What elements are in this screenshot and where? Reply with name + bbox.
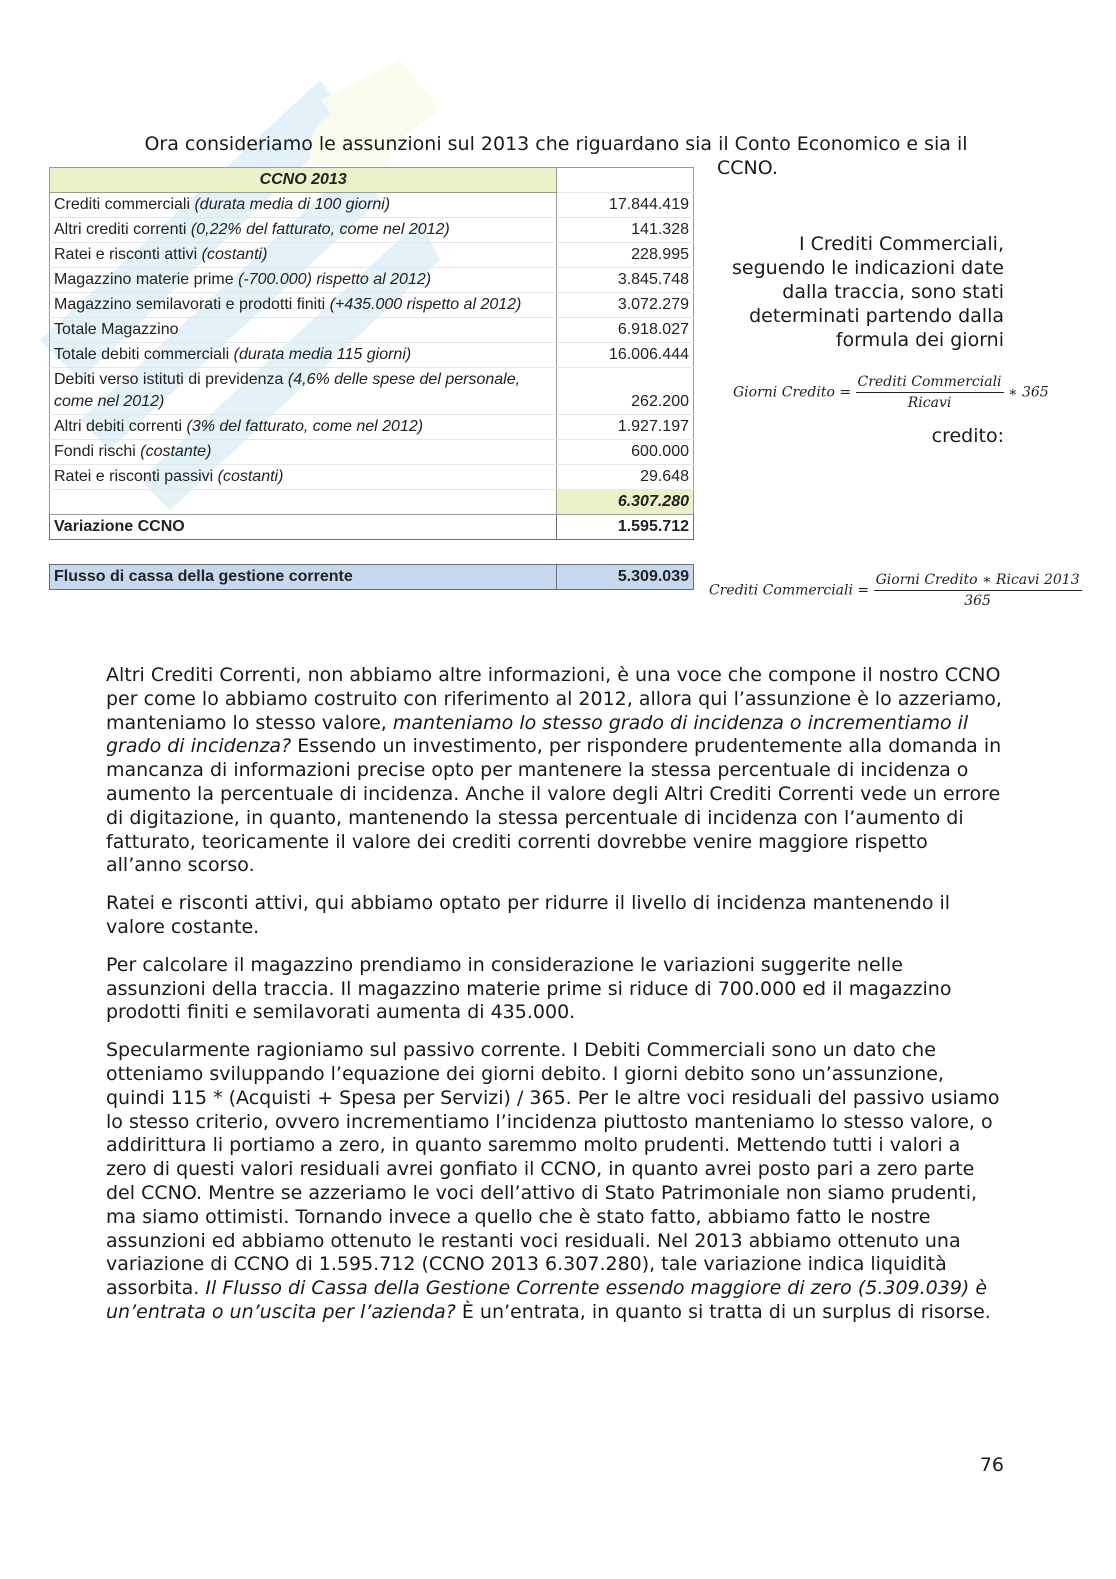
- formula-crediti-commerciali: Crediti Commerciali = $\frac{\text{Giorni Credito ∗ Ricavi 2013}}{365}$: [709, 572, 1080, 609]
- ccno-total: 6.307.280: [557, 490, 694, 515]
- paragraph: Specularmente ragioniamo sul passivo corrente. I Debiti Commerciali sono un dato che otteniamo sviluppando l’equazione dei giorni debito. I giorni debito sono un’assunzione, quindi 115 * (Acquisti + Spesa per Servizi) / 365. Per le altre voci residuali del passivo usiamo lo stesso criterio, ovvero incrementiamo l’incidenza piuttosto manteniamo lo stesso valore, o addirittura li portiamo a zero, in quanto saremmo molto prudenti. Mettendo tutti i valori a zero di questi valori residuali avrei gonfiato il CCNO, in quanto avrei posto pari a zero parte del CCNO. Mentre se azzeriamo le voci dell’attivo di Stato Patrimoniale non siamo prudenti, ma siamo ottimisti. Tornando invece a quello che è stato fatto, abbiamo fatto le nostre assunzioni ed abbiamo ottenuto le restanti voci residuali. Nel 2013 abbiamo ottenuto una variazione di CCNO di 1.595.712 (CCNO 2013 6.307.280), tale variazione indica liquidità assorbita. Il Flusso di Cassa della Gestione Corrente essendo maggiore di zero (5.309.039) è un’entrata o un’uscita per l’azienda? È un’entrata, in quanto si tratta di un surplus di risorse.: [106, 1039, 1000, 1323]
- side-note: I Crediti Commerciali, seguendo le indicazioni date dalla traccia, sono stati determinati partendo dalla formula dei giorni: [732, 233, 1004, 351]
- intro-text: Ora consideriamo le assunzioni sul 2013 che riguardano sia il Conto Economico e sia il CCNO.: [144, 133, 968, 179]
- table-row: Altri debiti correnti (3% del fatturato, come nel 2012) 1.927.197: [50, 415, 694, 440]
- table-row: Ratei e risconti attivi (costanti) 228.995: [50, 243, 694, 268]
- cash-flow-label: Flusso di cassa della gestione corrente: [50, 565, 557, 590]
- table-row: Fondi rischi (costante) 600.000: [50, 440, 694, 465]
- ccno-total-row: [50, 490, 694, 515]
- table-title: CCNO 2013: [50, 168, 557, 193]
- formula-giorni-credito: Giorni Credito = $\frac{\text{Crediti Commerciali}}{\text{Ricavi}}$ ∗ 365: [733, 374, 1049, 411]
- table-row: Altri crediti correnti (0,22% del fatturato, come nel 2012) 141.328: [50, 218, 694, 243]
- table-row: Magazzino semilavorati e prodotti finiti (+435.000 rispetto al 2012) 3.072.279: [50, 293, 694, 318]
- paragraph: Altri Crediti Correnti, non abbiamo altre informazioni, è una voce che compone il nostro CCNO per come lo abbiamo costruito con riferimento al 2012, allora qui l’assunzione è lo azzeriamo, manteniamo lo stesso valore, manteniamo lo stesso grado di incidenza o incrementiamo il grado di incidenza? Essendo un investimento, per rispondere prudentemente alla domanda in mancanza di informazioni precise opto per mantenere la stessa percentuale di incidenza o aumento la percentuale di incidenza. Anche il valore degli Altri Crediti Correnti vede un errore di digitazione, in quanto, mantenendo la stessa percentuale di incidenza con l’aumento di fatturato, teoricamente il valore dei crediti correnti dovrebbe venire maggiore rispetto all’anno scorso.: [106, 664, 1002, 877]
- side-note-credito: credito:: [931, 425, 1004, 447]
- paragraph: Ratei e risconti attivi, qui abbiamo optato per ridurre il livello di incidenza mantenendo il valore costante.: [106, 892, 951, 938]
- table-row: Debiti verso istituti di previdenza (4,6% delle spese del personale, come nel 2012) 262.200: [50, 368, 694, 415]
- table-row: Totale Magazzino 6.918.027: [50, 318, 694, 343]
- variation-row: [50, 515, 694, 540]
- table-header-row: [50, 168, 694, 193]
- page-number: 76: [979, 1454, 1004, 1476]
- ccno-table: [49, 167, 694, 590]
- cash-flow-row: [50, 565, 694, 590]
- variation-value: 1.595.712: [557, 515, 694, 540]
- body-text: [106, 664, 1006, 1339]
- variation-label: Variazione CCNO: [50, 515, 557, 540]
- cash-flow-value: 5.309.039: [557, 565, 694, 590]
- table-row: Magazzino materie prime (-700.000) rispetto al 2012) 3.845.748: [50, 268, 694, 293]
- table-row: Crediti commerciali (durata media di 100 giorni) 17.844.419: [50, 193, 694, 218]
- paragraph: Per calcolare il magazzino prendiamo in considerazione le variazioni suggerite nelle assunzioni della traccia. Il magazzino materie prime si riduce di 700.000 ed il magazzino prodotti finiti e semilavorati aumenta di 435.000.: [106, 953, 952, 1024]
- table-row: Ratei e risconti passivi (costanti) 29.648: [50, 465, 694, 490]
- table-row: Totale debiti commerciali (durata media 115 giorni) 16.006.444: [50, 343, 694, 368]
